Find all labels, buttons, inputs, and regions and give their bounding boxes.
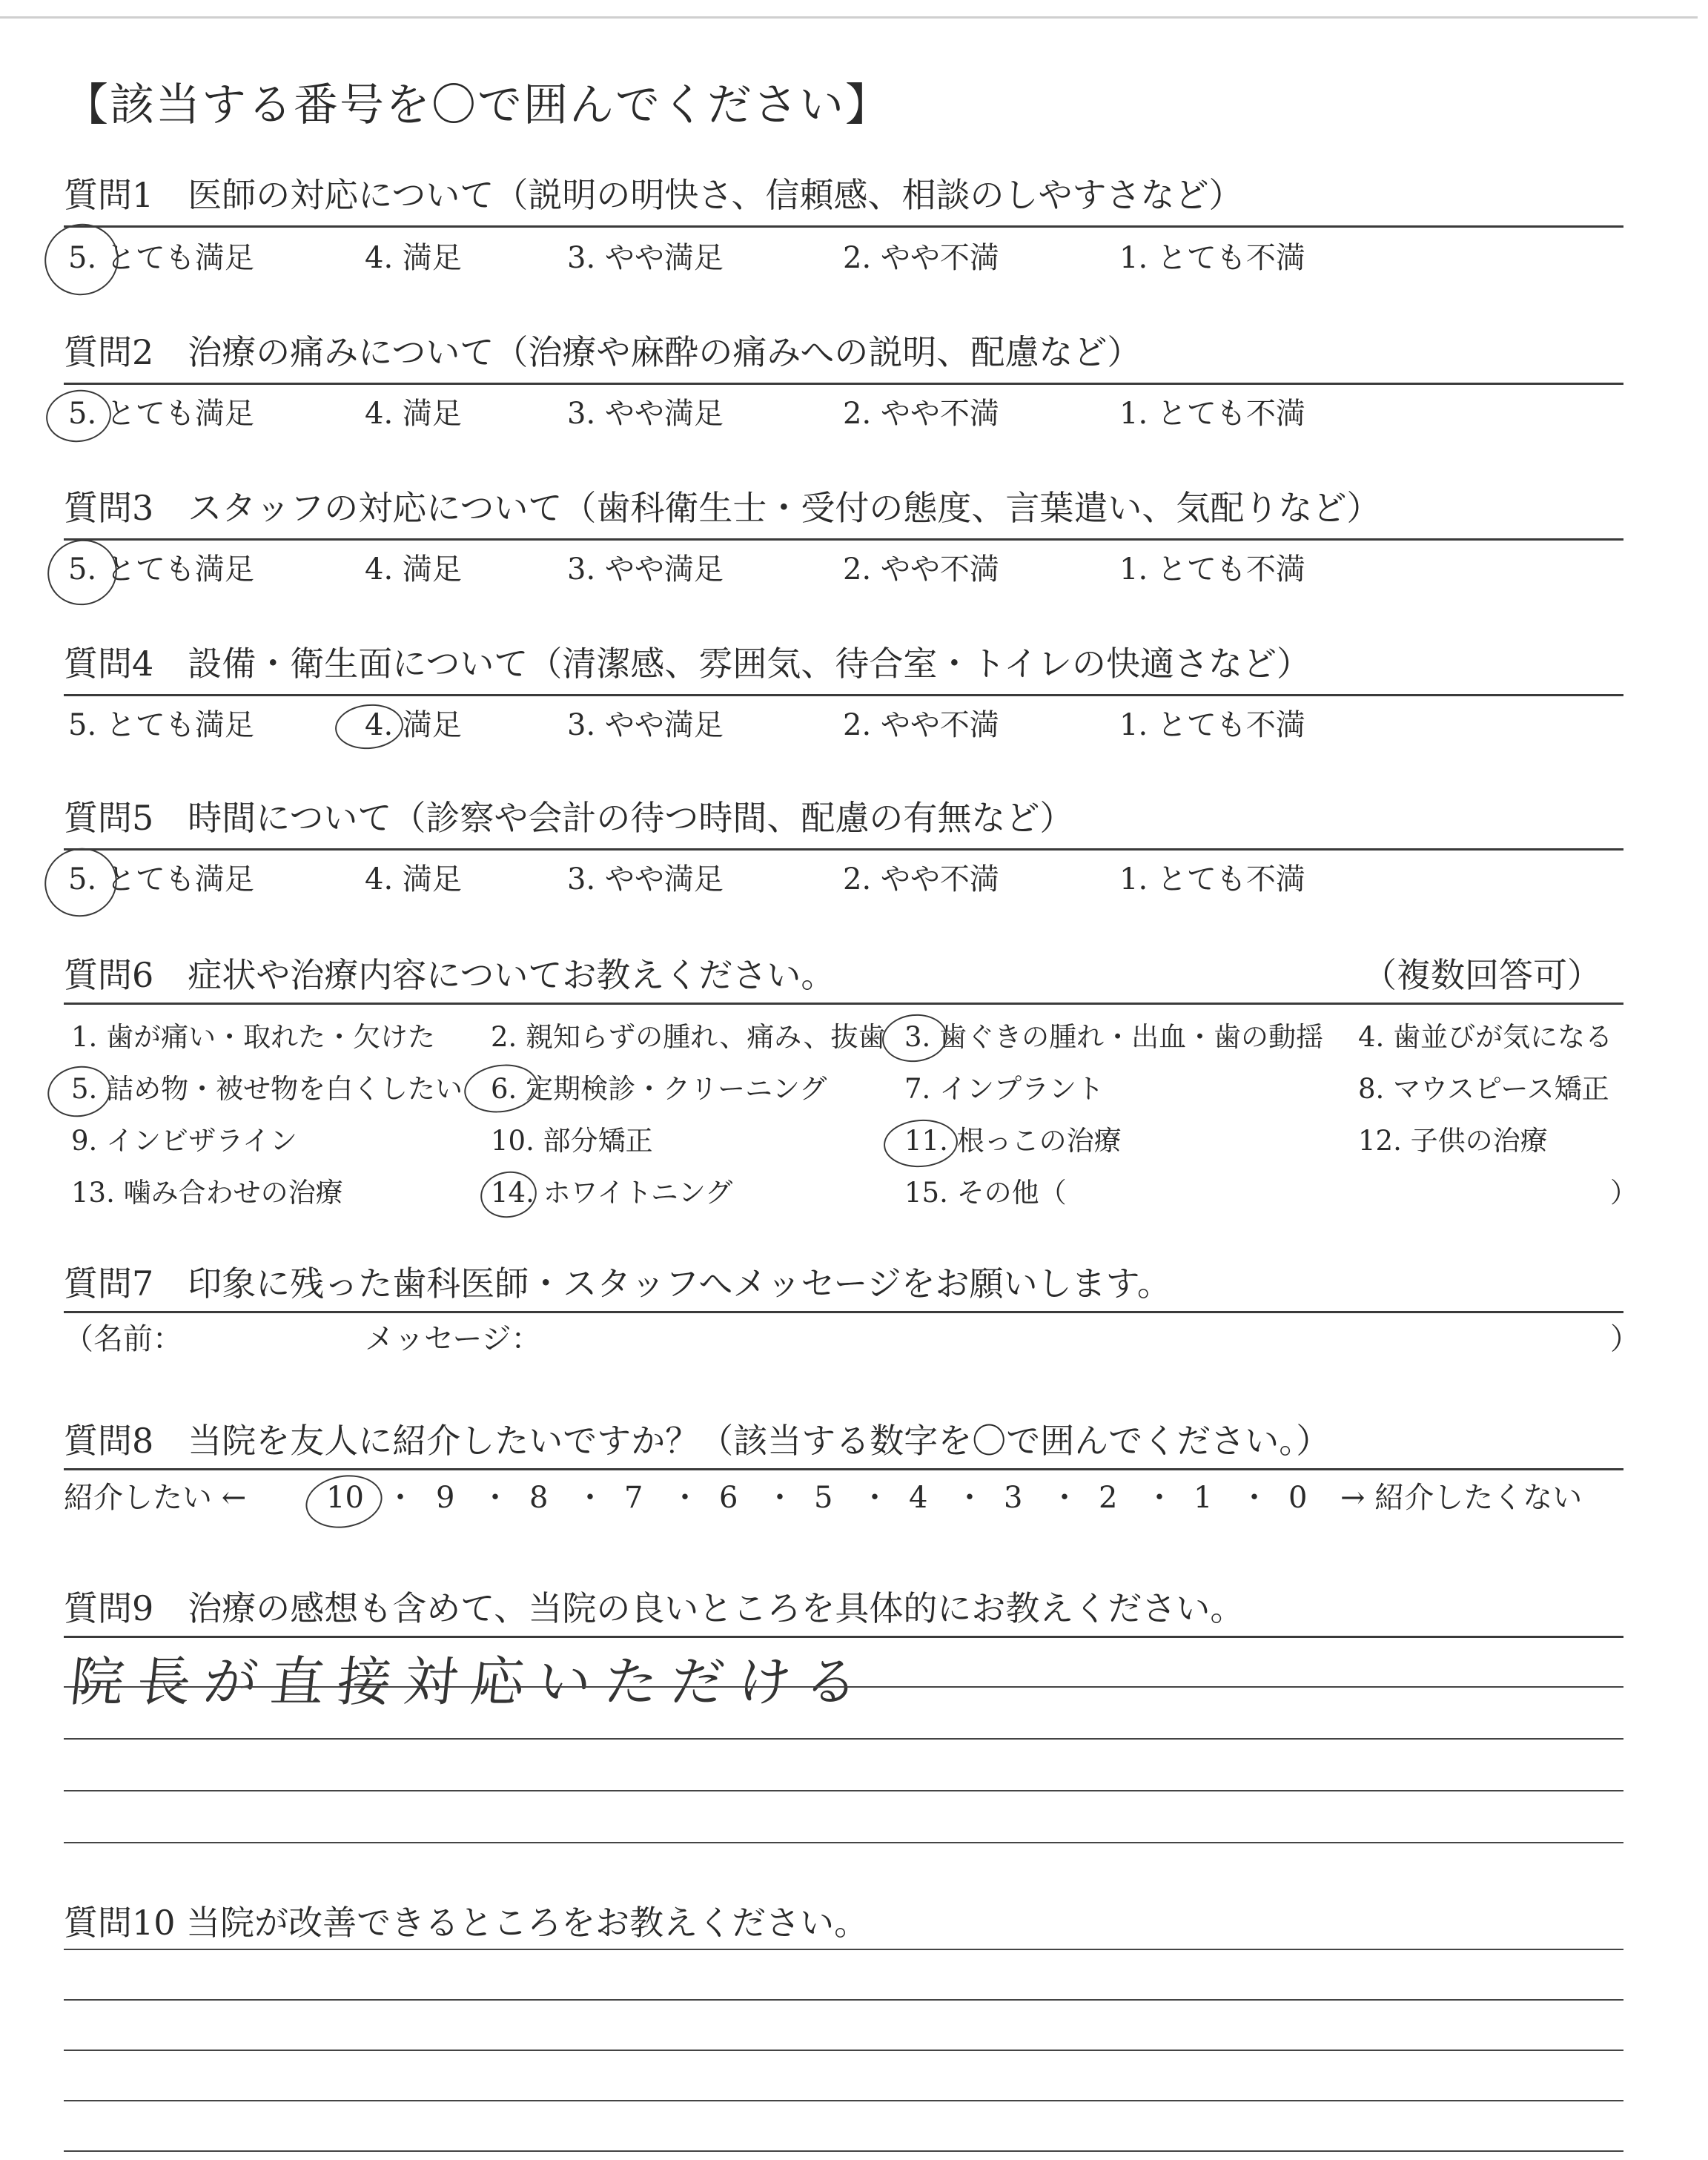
q8-right-label: → 紹介したくない	[1340, 1481, 1583, 1515]
q8-sep: ・	[955, 1481, 984, 1515]
q2-option-5[interactable]: 5. とても満足	[68, 397, 254, 431]
q9-title: 質問9 治療の感想も含めて、当院の良いところを具体的にお教えください。	[64, 1588, 1245, 1628]
q4-option-1[interactable]: 1. とても不満	[1119, 708, 1305, 742]
q6-item-14-circle	[477, 1167, 540, 1222]
q8-sep: ・	[385, 1481, 415, 1515]
q2-option-4[interactable]: 4. 満足	[365, 397, 462, 431]
q6-item-2[interactable]: 2. 親知らずの腫れ、痛み、抜歯	[491, 1021, 886, 1053]
q8-sep: ・	[1050, 1481, 1079, 1515]
q8-score-10[interactable]: 10	[326, 1481, 364, 1515]
q10-answer-line	[64, 1949, 1623, 1950]
q8-score-7[interactable]: 7	[624, 1481, 643, 1515]
q6-item-15-close: ）	[1610, 1177, 1638, 1209]
q6-item-15[interactable]: 15. その他（	[904, 1177, 1067, 1209]
q7-title: 質問7 印象に残った歯科医師・スタッフへメッセージをお願いします。	[64, 1264, 1171, 1304]
q8-rule	[64, 1468, 1623, 1470]
q6-item-11[interactable]: 11. 根っこの治療	[904, 1125, 1122, 1157]
q6-item-6[interactable]: 6. 定期検診・クリーニング	[491, 1073, 827, 1105]
q10-answer-line	[64, 2150, 1623, 2152]
q6-item-10[interactable]: 10. 部分矯正	[491, 1125, 653, 1157]
q8-score-1[interactable]: 1	[1194, 1481, 1213, 1515]
q4-title: 質問4 設備・衛生面について（清潔感、雰囲気、待合室・トイレの快適さなど）	[64, 644, 1311, 684]
q5-rule	[64, 848, 1623, 851]
q1-option-5[interactable]: 5. とても満足	[68, 241, 254, 275]
q1-option-3[interactable]: 3. やや満足	[567, 241, 724, 275]
q8-score-8[interactable]: 8	[529, 1481, 549, 1515]
q8-selection-circle	[302, 1470, 387, 1534]
q6-rule	[64, 1003, 1623, 1005]
q5-selection-circle	[36, 839, 125, 925]
q6-item-6-circle	[461, 1060, 541, 1117]
q9-answer-line	[64, 1686, 1623, 1688]
q4-option-2[interactable]: 2. やや不満	[843, 708, 999, 742]
q6-item-3[interactable]: 3. 歯ぐきの腫れ・出血・歯の動揺	[904, 1021, 1324, 1053]
q6-title: 質問6 症状や治療内容についてお教えください。	[64, 955, 835, 995]
q2-title: 質問2 治療の痛みについて（治療や麻酔の痛みへの説明、配慮など）	[64, 332, 1142, 372]
q8-sep: ・	[1145, 1481, 1174, 1515]
q9-answer-line	[64, 1738, 1623, 1740]
q8-score-0[interactable]: 0	[1288, 1481, 1308, 1515]
q3-option-4[interactable]: 4. 満足	[365, 552, 462, 587]
q8-sep: ・	[860, 1481, 890, 1515]
q8-score-3[interactable]: 3	[1004, 1481, 1023, 1515]
q8-score-9[interactable]: 9	[436, 1481, 455, 1515]
q3-rule	[64, 538, 1623, 541]
q10-answer-line	[64, 1999, 1623, 2001]
q3-option-5[interactable]: 5. とても満足	[68, 552, 254, 587]
q1-title: 質問1 医師の対応について（説明の明快さ、信頼感、相談のしやすさなど）	[64, 175, 1243, 215]
q4-option-4[interactable]: 4. 満足	[365, 708, 462, 742]
q8-sep: ・	[480, 1481, 510, 1515]
q6-item-13[interactable]: 13. 噛み合わせの治療	[71, 1177, 343, 1209]
q2-option-3[interactable]: 3. やや満足	[567, 397, 724, 431]
q4-option-5[interactable]: 5. とても満足	[68, 708, 254, 742]
q9-answer-line	[64, 1790, 1623, 1791]
scan-top-edge	[0, 16, 1698, 19]
q8-score-4[interactable]: 4	[909, 1481, 928, 1515]
q3-title: 質問3 スタッフの対応について（歯科衛生士・受付の態度、言葉遣い、気配りなど）	[64, 488, 1381, 528]
q8-title: 質問8 当院を友人に紹介したいですか？（該当する数字を〇で囲んでください。）	[64, 1421, 1331, 1461]
q10-answer-line	[64, 2100, 1623, 2101]
q5-option-1[interactable]: 1. とても不満	[1119, 862, 1305, 896]
q8-sep: ・	[765, 1481, 795, 1515]
q5-option-2[interactable]: 2. やや不満	[843, 862, 999, 896]
q1-selection-circle	[36, 214, 128, 305]
q1-option-2[interactable]: 2. やや不満	[843, 241, 999, 275]
q4-option-3[interactable]: 3. やや満足	[567, 708, 724, 742]
q8-sep: ・	[1239, 1481, 1269, 1515]
q3-option-3[interactable]: 3. やや満足	[567, 552, 724, 587]
q2-option-2[interactable]: 2. やや不満	[843, 397, 999, 431]
q7-message-label: メッセージ：	[365, 1322, 541, 1356]
q2-rule	[64, 383, 1623, 385]
q6-item-12[interactable]: 12. 子供の治療	[1358, 1125, 1548, 1157]
q9-rule	[64, 1636, 1623, 1638]
q8-score-6[interactable]: 6	[719, 1481, 738, 1515]
q8-sep: ・	[575, 1481, 605, 1515]
q2-option-1[interactable]: 1. とても不満	[1119, 397, 1305, 431]
q6-item-4[interactable]: 4. 歯並びが気になる	[1358, 1021, 1613, 1053]
q6-item-5[interactable]: 5. 詰め物・被せ物を白くしたい	[71, 1073, 463, 1105]
q5-option-3[interactable]: 3. やや満足	[567, 862, 724, 896]
q6-item-3-circle	[880, 1011, 950, 1066]
q1-option-4[interactable]: 4. 満足	[365, 241, 462, 275]
q6-note: （複数回答可）	[1363, 955, 1601, 995]
q8-score-2[interactable]: 2	[1099, 1481, 1118, 1515]
q3-option-2[interactable]: 2. やや不満	[843, 552, 999, 587]
q1-rule	[64, 225, 1623, 228]
q6-item-8[interactable]: 8. マウスピース矯正	[1358, 1073, 1609, 1105]
q7-name-label: （名前：	[64, 1322, 182, 1356]
q5-title: 質問5 時間について（診察や会計の待つ時間、配慮の有無など）	[64, 798, 1074, 838]
q6-item-1[interactable]: 1. 歯が痛い・取れた・欠けた	[71, 1021, 436, 1053]
q5-option-5[interactable]: 5. とても満足	[68, 862, 254, 896]
q6-item-7[interactable]: 7. インプラント	[904, 1073, 1105, 1105]
q5-option-4[interactable]: 4. 満足	[365, 862, 462, 896]
q6-item-9[interactable]: 9. インビザライン	[71, 1125, 297, 1157]
q8-sep: ・	[670, 1481, 700, 1515]
q7-rule	[64, 1311, 1623, 1313]
q8-score-5[interactable]: 5	[814, 1481, 833, 1515]
q9-handwritten-answer: 院長が直接対応いただける	[67, 1651, 875, 1713]
q8-left-label: 紹介したい ←	[64, 1481, 247, 1515]
q10-title: 質問10 当院が改善できるところをお教えください。	[64, 1903, 869, 1943]
q2-selection-circle	[43, 386, 115, 446]
q9-answer-line	[64, 1842, 1623, 1843]
q3-option-1[interactable]: 1. とても不満	[1119, 552, 1305, 587]
q10-answer-line	[64, 2050, 1623, 2051]
q6-item-14[interactable]: 14. ホワイトニング	[491, 1177, 733, 1209]
q1-option-1[interactable]: 1. とても不満	[1119, 241, 1305, 275]
q4-rule	[64, 694, 1623, 696]
page-header: 【該当する番号を〇で囲んでください】	[64, 79, 891, 131]
q7-close-paren: ）	[1610, 1322, 1640, 1356]
q6-item-5-circle	[44, 1061, 116, 1122]
q3-selection-circle	[41, 532, 124, 612]
